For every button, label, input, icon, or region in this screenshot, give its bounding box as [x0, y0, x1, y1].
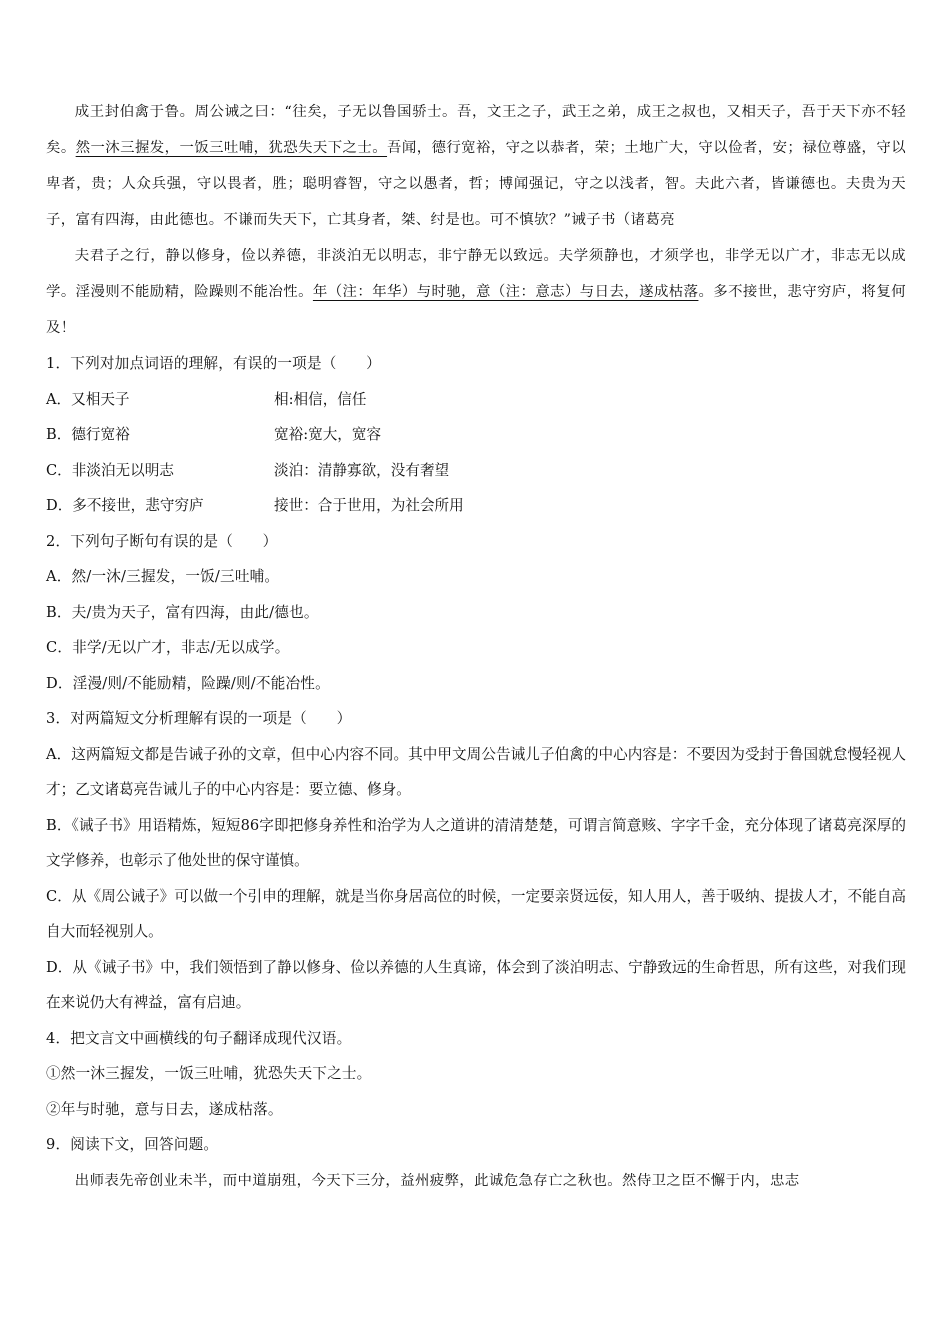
question-3-option-d: D．从《诫子书》中，我们领悟到了静以修身、俭以养德的人生真谛，体会到了淡泊明志、宁静致远的生命哲思，所有这些，对我们现在来说仍大有裨益，富有启迪。 — [46, 958, 906, 1011]
question-9-stem: 9．阅读下文，回答问题。 — [46, 1136, 219, 1153]
question-2-option-c: C．非学/无以广才，非志/无以成学。 — [46, 639, 290, 656]
passage-text: 成王封伯禽于鲁。周公诫之曰：“往矣，子无以鲁国骄士。吾，文王之子，武王之弟，成王之叔也，又相天子，吾于天下亦不轻矣。 — [46, 104, 906, 156]
passage-text: 夫君子之行，静以修身，俭以养德，非淡泊无以明志，非宁静无以致远。夫学须静也，才须学也，非学无以广才，非志无以成学。淫漫则不能励精，险躁则不能冶性。 — [46, 248, 906, 300]
underlined-sentence-1: 然一沐三握发，一饭三吐哺，犹恐失天下之士。 — [75, 140, 388, 156]
question-1-stem: 1．下列对加点词语的理解，有误的一项是（ ） — [46, 355, 381, 372]
underlined-sentence-2: 年（注：年华）与时驰，意（注：意志）与日去，遂成枯落 — [312, 284, 699, 300]
passage-text: 吾闻，德行宽裕，守之以恭者，荣；土地广大，守以俭者，安；禄位尊盛，守以卑者，贵；人众兵强，守以畏者，胜；聪明睿智，守之以愚者，哲；博闻强记，守之以浅者，智。夫此六者，皆谦德也。夫贵为天子，富有四海，由此德也。不谦而失天下，亡其身者，桀、纣是也。可不慎欤？”诫子书（诸葛亮 — [46, 140, 906, 228]
question-2-option-d: D．淫漫/则/不能励精，险躁/则/不能冶性。 — [46, 674, 330, 692]
question-1-option-b — [46, 417, 906, 453]
question-4-item-2: ②年与时驰，意与日去，遂成枯落。 — [46, 1100, 283, 1118]
passage-text: 。多不接世，悲守穷庐，将复何及！ — [46, 284, 906, 336]
passage-zhougong — [46, 94, 906, 238]
question-9-passage: 出师表先帝创业未半，而中道崩殂，今天下三分，益州疲弊，此诚危急存亡之秋也。然侍卫之臣不懈于内，忠志 — [74, 1172, 800, 1189]
option-gloss: 接世：合于世用，为社会所用 — [274, 497, 464, 514]
question-4-stem: 4．把文言文中画横线的句子翻译成现代汉语。 — [46, 1029, 352, 1047]
option-gloss: 宽裕:宽大，宽容 — [274, 426, 382, 443]
question-1-option-a — [46, 382, 906, 418]
option-gloss: 淡泊：清静寡欲，没有奢望 — [274, 461, 450, 479]
option-label: D．多不接世，悲守穷庐 — [46, 497, 204, 514]
question-4-item-1: ①然一沐三握发，一饭三吐哺，犹恐失天下之士。 — [46, 1065, 372, 1082]
question-3-option-a: A．这两篇短文都是告诫子孙的文章，但中心内容不同。其中甲文周公告诫儿子伯禽的中心内容是：不要因为受封于鲁国就怠慢轻视人才；乙文诸葛亮告诫儿子的中心内容是：要立德、修身。 — [46, 745, 906, 798]
question-3-option-c: C．从《周公诫子》可以做一个引申的理解，就是当你身居高位的时候，一定要亲贤远佞，知人用人，善于吸纳、提拔人才，不能自高自大而轻视别人。 — [46, 887, 906, 940]
option-gloss: 相:相信，信任 — [274, 390, 367, 408]
document-page — [46, 94, 906, 1199]
question-3-stem: 3．对两篇短文分析理解有误的一项是（ ） — [46, 710, 352, 727]
question-3-option-b: B．《诫子书》用语精炼，短短86字即把修身养性和治学为人之道讲的清清楚楚，可谓言简意赅、字字千金，充分体现了诸葛亮深厚的文学修养，也彰示了他处世的保守谨慎。 — [46, 816, 906, 869]
passage-jiezishu — [46, 238, 906, 346]
question-1-option-d — [46, 488, 906, 524]
question-1-option-c — [46, 453, 906, 489]
option-label: A．又相天子 — [46, 390, 130, 408]
question-2-option-b: B．夫/贵为天子，富有四海，由此/德也。 — [46, 603, 319, 621]
question-2-option-a: A．然/一沐/三握发，一饭/三吐哺。 — [46, 568, 280, 585]
option-label: B．德行宽裕 — [46, 426, 130, 443]
question-2-stem: 2．下列句子断句有误的是（ ） — [46, 532, 278, 550]
option-label: C．非淡泊无以明志 — [46, 461, 174, 479]
